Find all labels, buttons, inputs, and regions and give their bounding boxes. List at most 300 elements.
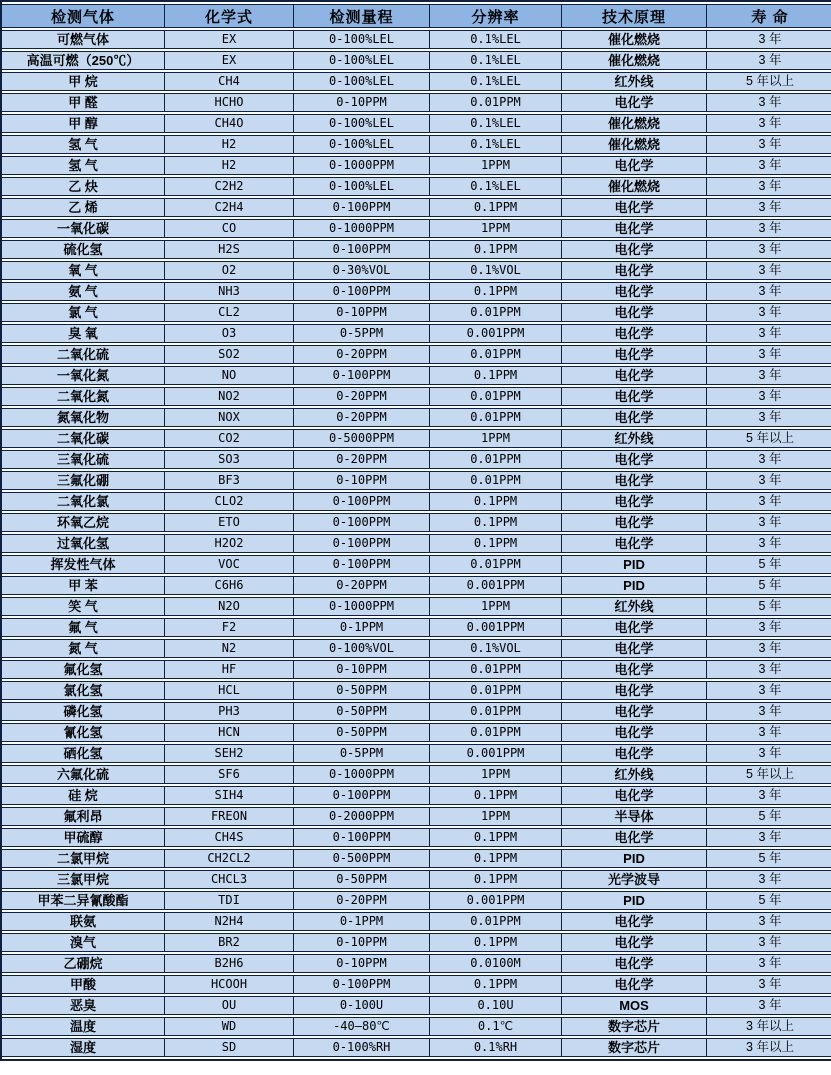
resolution-cell: 0.01PPM — [430, 450, 562, 469]
table-row — [2, 429, 831, 448]
resolution-cell: 0.001PPM — [430, 744, 562, 763]
resolution-cell: 0.1℃ — [430, 1017, 562, 1036]
gas-name-cell: 三氧化硫 — [2, 450, 165, 469]
resolution-cell: 0.1%VOL — [430, 639, 562, 658]
table-row — [2, 72, 831, 91]
lifespan-cell: 3 年 — [707, 681, 831, 700]
formula-cell: O2 — [165, 261, 294, 280]
principle-cell: 电化学 — [562, 639, 707, 658]
resolution-cell: 0.01PPM — [430, 912, 562, 931]
lifespan-cell: 3 年 — [707, 93, 831, 112]
formula-cell: CO — [165, 219, 294, 238]
formula-cell: N2 — [165, 639, 294, 658]
resolution-cell: 0.01PPM — [430, 93, 562, 112]
range-cell: 0-5PPM — [294, 324, 430, 343]
formula-cell: CHCL3 — [165, 870, 294, 889]
gas-name-cell: 二氧化氮 — [2, 387, 165, 406]
table-row — [2, 534, 831, 553]
lifespan-cell: 3 年 — [707, 303, 831, 322]
formula-cell: OU — [165, 996, 294, 1015]
gas-name-cell: 氮 气 — [2, 639, 165, 658]
range-cell: 0-100PPM — [294, 282, 430, 301]
principle-cell: 电化学 — [562, 282, 707, 301]
lifespan-cell: 3 年 — [707, 975, 831, 994]
table-row — [2, 576, 831, 595]
resolution-cell: 0.1%LEL — [430, 177, 562, 196]
lifespan-cell: 3 年 — [707, 387, 831, 406]
formula-cell: PH3 — [165, 702, 294, 721]
formula-cell: SIH4 — [165, 786, 294, 805]
principle-cell: 红外线 — [562, 72, 707, 91]
range-cell: 0-50PPM — [294, 870, 430, 889]
range-cell: 0-10PPM — [294, 933, 430, 952]
gas-name-cell: 硫化氢 — [2, 240, 165, 259]
principle-cell: 电化学 — [562, 933, 707, 952]
resolution-cell: 0.1PPM — [430, 366, 562, 385]
range-cell: 0-20PPM — [294, 576, 430, 595]
principle-cell: 电化学 — [562, 618, 707, 637]
range-cell: 0-10PPM — [294, 471, 430, 490]
range-cell: 0-5000PPM — [294, 429, 430, 448]
table-row — [2, 786, 831, 805]
range-cell: 0-100PPM — [294, 513, 430, 532]
table-row — [2, 198, 831, 217]
resolution-cell: 0.01PPM — [430, 387, 562, 406]
gas-name-cell: 一氧化氮 — [2, 366, 165, 385]
table-row — [2, 1017, 831, 1036]
gas-name-cell: 甲苯二异氰酸酯 — [2, 891, 165, 910]
gas-name-cell: 温度 — [2, 1017, 165, 1036]
resolution-cell: 0.1%LEL — [430, 30, 562, 49]
gas-name-cell: 挥发性气体 — [2, 555, 165, 574]
table-row — [2, 51, 831, 70]
resolution-cell: 0.1PPM — [430, 534, 562, 553]
gas-name-cell: 二氧化氯 — [2, 492, 165, 511]
lifespan-cell: 3 年 — [707, 324, 831, 343]
principle-cell: 数字芯片 — [562, 1038, 707, 1057]
gas-name-cell: 一氧化碳 — [2, 219, 165, 238]
lifespan-cell: 5 年以上 — [707, 765, 831, 784]
principle-cell: 电化学 — [562, 93, 707, 112]
table-row — [2, 744, 831, 763]
range-cell: 0-100%LEL — [294, 72, 430, 91]
table-row — [2, 450, 831, 469]
gas-name-cell: 过氧化氢 — [2, 534, 165, 553]
gas-name-cell: 甲酸 — [2, 975, 165, 994]
gas-name-cell: 氟 气 — [2, 618, 165, 637]
resolution-cell: 0.01PPM — [430, 345, 562, 364]
lifespan-cell: 3 年 — [707, 786, 831, 805]
formula-cell: BF3 — [165, 471, 294, 490]
lifespan-cell: 5 年以上 — [707, 429, 831, 448]
range-cell: 0-100PPM — [294, 198, 430, 217]
resolution-cell: 0.1PPM — [430, 240, 562, 259]
range-cell: 0-10PPM — [294, 954, 430, 973]
lifespan-cell: 5 年 — [707, 807, 831, 826]
formula-cell: CH2CL2 — [165, 849, 294, 868]
gas-name-cell: 氟化氢 — [2, 660, 165, 679]
formula-cell: H2 — [165, 135, 294, 154]
formula-cell: SD — [165, 1038, 294, 1057]
principle-cell: 电化学 — [562, 681, 707, 700]
resolution-cell: 0.1%LEL — [430, 135, 562, 154]
principle-cell: PID — [562, 849, 707, 868]
range-cell: 0-1000PPM — [294, 156, 430, 175]
lifespan-cell: 3 年 — [707, 912, 831, 931]
formula-cell: CH4S — [165, 828, 294, 847]
resolution-cell: 0.01PPM — [430, 702, 562, 721]
formula-cell: HCL — [165, 681, 294, 700]
resolution-cell: 1PPM — [430, 219, 562, 238]
principle-cell: 半导体 — [562, 807, 707, 826]
formula-cell: FREON — [165, 807, 294, 826]
formula-cell: H2O2 — [165, 534, 294, 553]
range-cell: 0-100PPM — [294, 555, 430, 574]
lifespan-cell: 3 年 — [707, 702, 831, 721]
range-cell: 0-1000PPM — [294, 597, 430, 616]
principle-cell: 红外线 — [562, 597, 707, 616]
gas-name-cell: 硅 烷 — [2, 786, 165, 805]
gas-name-cell: 乙 烯 — [2, 198, 165, 217]
lifespan-cell: 5 年 — [707, 849, 831, 868]
principle-cell: 电化学 — [562, 261, 707, 280]
lifespan-cell: 3 年 — [707, 534, 831, 553]
formula-cell: F2 — [165, 618, 294, 637]
resolution-cell: 1PPM — [430, 156, 562, 175]
table-row — [2, 156, 831, 175]
table-row — [2, 597, 831, 616]
principle-cell: MOS — [562, 996, 707, 1015]
column-header-formula: 化学式 — [165, 4, 294, 28]
gas-name-cell: 氯 气 — [2, 303, 165, 322]
resolution-cell: 0.01PPM — [430, 303, 562, 322]
table-row — [2, 219, 831, 238]
gas-name-cell: 二氯甲烷 — [2, 849, 165, 868]
formula-cell: HCOOH — [165, 975, 294, 994]
formula-cell: CO2 — [165, 429, 294, 448]
range-cell: 0-100%RH — [294, 1038, 430, 1057]
formula-cell: ETO — [165, 513, 294, 532]
lifespan-cell: 3 年 — [707, 345, 831, 364]
lifespan-cell: 3 年 — [707, 870, 831, 889]
resolution-cell: 0.1%LEL — [430, 114, 562, 133]
table-row — [2, 639, 831, 658]
resolution-cell: 0.1PPM — [430, 933, 562, 952]
lifespan-cell: 3 年 — [707, 723, 831, 742]
resolution-cell: 0.01PPM — [430, 660, 562, 679]
gas-name-cell: 甲 烷 — [2, 72, 165, 91]
formula-cell: VOC — [165, 555, 294, 574]
table-row — [2, 30, 831, 49]
range-cell: 0-100PPM — [294, 828, 430, 847]
resolution-cell: 0.001PPM — [430, 891, 562, 910]
gas-name-cell: 溴气 — [2, 933, 165, 952]
range-cell: 0-100%LEL — [294, 177, 430, 196]
gas-name-cell: 六氟化硫 — [2, 765, 165, 784]
formula-cell: CLO2 — [165, 492, 294, 511]
gas-name-cell: 氮氧化物 — [2, 408, 165, 427]
range-cell: 0-20PPM — [294, 891, 430, 910]
lifespan-cell: 3 年 — [707, 618, 831, 637]
formula-cell: CH4 — [165, 72, 294, 91]
resolution-cell: 0.1PPM — [430, 198, 562, 217]
principle-cell: 电化学 — [562, 492, 707, 511]
principle-cell: 催化燃烧 — [562, 114, 707, 133]
lifespan-cell: 3 年以上 — [707, 1038, 831, 1057]
formula-cell: SO3 — [165, 450, 294, 469]
resolution-cell: 0.1%RH — [430, 1038, 562, 1057]
formula-cell: HCN — [165, 723, 294, 742]
formula-cell: NH3 — [165, 282, 294, 301]
table-row — [2, 849, 831, 868]
column-header-lifespan: 寿 命 — [707, 4, 831, 28]
gas-name-cell: 甲 苯 — [2, 576, 165, 595]
range-cell: 0-100PPM — [294, 492, 430, 511]
lifespan-cell: 3 年 — [707, 219, 831, 238]
principle-cell: 电化学 — [562, 513, 707, 532]
gas-name-cell: 氯化氢 — [2, 681, 165, 700]
lifespan-cell: 3 年 — [707, 135, 831, 154]
lifespan-cell: 3 年 — [707, 492, 831, 511]
gas-name-cell: 甲硫醇 — [2, 828, 165, 847]
table-row — [2, 345, 831, 364]
range-cell: 0-10PPM — [294, 303, 430, 322]
range-cell: 0-20PPM — [294, 450, 430, 469]
table-row — [2, 933, 831, 952]
range-cell: 0-50PPM — [294, 681, 430, 700]
formula-cell: N2O — [165, 597, 294, 616]
range-cell: 0-20PPM — [294, 387, 430, 406]
gas-name-cell: 笑 气 — [2, 597, 165, 616]
table-body — [2, 30, 831, 1057]
gas-name-cell: 恶臭 — [2, 996, 165, 1015]
gas-name-cell: 氢 气 — [2, 135, 165, 154]
formula-cell: O3 — [165, 324, 294, 343]
principle-cell: 电化学 — [562, 975, 707, 994]
table-row — [2, 723, 831, 742]
range-cell: 0-100%LEL — [294, 51, 430, 70]
principle-cell: 电化学 — [562, 219, 707, 238]
lifespan-cell: 3 年 — [707, 51, 831, 70]
lifespan-cell: 3 年以上 — [707, 1017, 831, 1036]
resolution-cell: 1PPM — [430, 765, 562, 784]
principle-cell: 电化学 — [562, 156, 707, 175]
principle-cell: 电化学 — [562, 366, 707, 385]
table-row — [2, 408, 831, 427]
formula-cell: HF — [165, 660, 294, 679]
resolution-cell: 0.001PPM — [430, 324, 562, 343]
range-cell: 0-10PPM — [294, 660, 430, 679]
principle-cell: 电化学 — [562, 408, 707, 427]
formula-cell: SO2 — [165, 345, 294, 364]
resolution-cell: 1PPM — [430, 597, 562, 616]
principle-cell: 电化学 — [562, 387, 707, 406]
column-header-principle: 技术原理 — [562, 4, 707, 28]
range-cell: 0-100PPM — [294, 240, 430, 259]
gas-name-cell: 硒化氢 — [2, 744, 165, 763]
table-row — [2, 954, 831, 973]
formula-cell: NO2 — [165, 387, 294, 406]
lifespan-cell: 3 年 — [707, 114, 831, 133]
principle-cell: 电化学 — [562, 660, 707, 679]
resolution-cell: 0.01PPM — [430, 408, 562, 427]
lifespan-cell: 3 年 — [707, 30, 831, 49]
lifespan-cell: 3 年 — [707, 408, 831, 427]
principle-cell: 电化学 — [562, 324, 707, 343]
range-cell: 0-500PPM — [294, 849, 430, 868]
lifespan-cell: 5 年 — [707, 891, 831, 910]
table-row — [2, 828, 831, 847]
resolution-cell: 0.01PPM — [430, 681, 562, 700]
lifespan-cell: 3 年 — [707, 471, 831, 490]
formula-cell: N2H4 — [165, 912, 294, 931]
range-cell: 0-1PPM — [294, 912, 430, 931]
resolution-cell: 0.1PPM — [430, 828, 562, 847]
resolution-cell: 0.1%LEL — [430, 51, 562, 70]
range-cell: 0-30%VOL — [294, 261, 430, 280]
range-cell: 0-10PPM — [294, 93, 430, 112]
resolution-cell: 0.001PPM — [430, 618, 562, 637]
resolution-cell: 0.1%LEL — [430, 72, 562, 91]
formula-cell: B2H6 — [165, 954, 294, 973]
range-cell: 0-100PPM — [294, 975, 430, 994]
lifespan-cell: 3 年 — [707, 933, 831, 952]
table-row — [2, 261, 831, 280]
resolution-cell: 0.1PPM — [430, 975, 562, 994]
lifespan-cell: 3 年 — [707, 177, 831, 196]
lifespan-cell: 3 年 — [707, 828, 831, 847]
table-row — [2, 996, 831, 1015]
table-row — [2, 765, 831, 784]
gas-name-cell: 湿度 — [2, 1038, 165, 1057]
resolution-cell: 0.1PPM — [430, 870, 562, 889]
principle-cell: 红外线 — [562, 765, 707, 784]
gas-name-cell: 氧 气 — [2, 261, 165, 280]
range-cell: 0-1PPM — [294, 618, 430, 637]
lifespan-cell: 5 年 — [707, 576, 831, 595]
range-cell: 0-100PPM — [294, 366, 430, 385]
formula-cell: SEH2 — [165, 744, 294, 763]
gas-name-cell: 环氧乙烷 — [2, 513, 165, 532]
lifespan-cell: 3 年 — [707, 261, 831, 280]
lifespan-cell: 3 年 — [707, 156, 831, 175]
lifespan-cell: 3 年 — [707, 744, 831, 763]
principle-cell: 电化学 — [562, 345, 707, 364]
formula-cell: WD — [165, 1017, 294, 1036]
resolution-cell: 0.01PPM — [430, 471, 562, 490]
principle-cell: 红外线 — [562, 429, 707, 448]
gas-name-cell: 乙 炔 — [2, 177, 165, 196]
principle-cell: 催化燃烧 — [562, 30, 707, 49]
formula-cell: NOX — [165, 408, 294, 427]
resolution-cell: 0.001PPM — [430, 576, 562, 595]
range-cell: 0-20PPM — [294, 408, 430, 427]
resolution-cell: 0.1PPM — [430, 513, 562, 532]
table-row — [2, 891, 831, 910]
range-cell: 0-1000PPM — [294, 219, 430, 238]
column-header-gas: 检测气体 — [2, 4, 165, 28]
lifespan-cell: 5 年以上 — [707, 72, 831, 91]
principle-cell: PID — [562, 555, 707, 574]
principle-cell: 光学波导 — [562, 870, 707, 889]
principle-cell: 催化燃烧 — [562, 135, 707, 154]
principle-cell: 电化学 — [562, 534, 707, 553]
range-cell: 0-100%VOL — [294, 639, 430, 658]
range-cell: 0-50PPM — [294, 723, 430, 742]
table-header — [2, 4, 831, 28]
table-row — [2, 912, 831, 931]
formula-cell: C2H2 — [165, 177, 294, 196]
range-cell: 0-100PPM — [294, 534, 430, 553]
principle-cell: 电化学 — [562, 471, 707, 490]
lifespan-cell: 3 年 — [707, 198, 831, 217]
principle-cell: 电化学 — [562, 723, 707, 742]
gas-name-cell: 甲 醛 — [2, 93, 165, 112]
range-cell: 0-100%LEL — [294, 114, 430, 133]
range-cell: 0-100U — [294, 996, 430, 1015]
formula-cell: CL2 — [165, 303, 294, 322]
gas-name-cell: 三氯甲烷 — [2, 870, 165, 889]
table-row — [2, 177, 831, 196]
range-cell: 0-5PPM — [294, 744, 430, 763]
formula-cell: BR2 — [165, 933, 294, 952]
table-row — [2, 324, 831, 343]
principle-cell: 电化学 — [562, 450, 707, 469]
gas-name-cell: 臭 氧 — [2, 324, 165, 343]
table-row — [2, 513, 831, 532]
resolution-cell: 1PPM — [430, 807, 562, 826]
table-row — [2, 870, 831, 889]
gas-name-cell: 氰化氢 — [2, 723, 165, 742]
table-row — [2, 702, 831, 721]
formula-cell: NO — [165, 366, 294, 385]
range-cell: 0-50PPM — [294, 702, 430, 721]
range-cell: 0-100%LEL — [294, 135, 430, 154]
principle-cell: 电化学 — [562, 744, 707, 763]
formula-cell: C6H6 — [165, 576, 294, 595]
lifespan-cell: 3 年 — [707, 450, 831, 469]
lifespan-cell: 3 年 — [707, 660, 831, 679]
lifespan-cell: 3 年 — [707, 639, 831, 658]
lifespan-cell: 3 年 — [707, 282, 831, 301]
gas-name-cell: 高温可燃（250℃） — [2, 51, 165, 70]
range-cell: -40—80℃ — [294, 1017, 430, 1036]
gas-name-cell: 三氟化硼 — [2, 471, 165, 490]
resolution-cell: 0.1PPM — [430, 849, 562, 868]
resolution-cell: 0.1%VOL — [430, 261, 562, 280]
principle-cell: 电化学 — [562, 828, 707, 847]
column-header-resolution: 分辨率 — [430, 4, 562, 28]
principle-cell: 数字芯片 — [562, 1017, 707, 1036]
lifespan-cell: 3 年 — [707, 996, 831, 1015]
gas-name-cell: 氨 气 — [2, 282, 165, 301]
principle-cell: 电化学 — [562, 198, 707, 217]
lifespan-cell: 3 年 — [707, 240, 831, 259]
header-row — [2, 4, 831, 28]
principle-cell: 电化学 — [562, 702, 707, 721]
resolution-cell: 1PPM — [430, 429, 562, 448]
resolution-cell: 0.01PPM — [430, 723, 562, 742]
principle-cell: 催化燃烧 — [562, 177, 707, 196]
principle-cell: 电化学 — [562, 912, 707, 931]
range-cell: 0-100%LEL — [294, 30, 430, 49]
table-row — [2, 135, 831, 154]
gas-name-cell: 甲 醇 — [2, 114, 165, 133]
resolution-cell: 0.1PPM — [430, 282, 562, 301]
table-row — [2, 303, 831, 322]
resolution-cell: 0.1PPM — [430, 492, 562, 511]
range-cell: 0-1000PPM — [294, 765, 430, 784]
